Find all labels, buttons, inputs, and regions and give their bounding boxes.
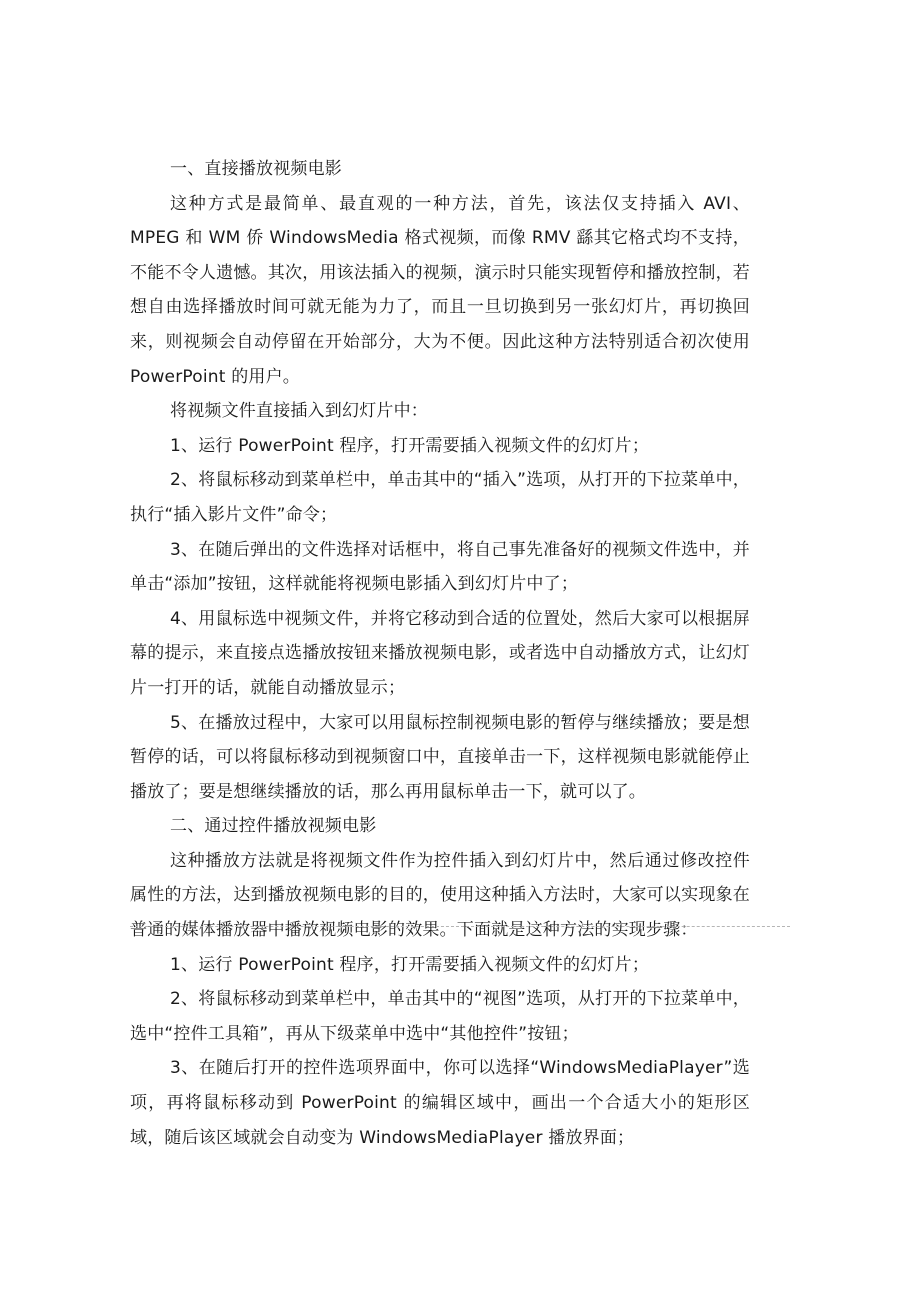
section-1-intro: 这种方式是最简单、最直观的一种方法，首先，该法仅支持插入 AVI、MPEG 和 WM 侨 WindowsMedia 格式视频，而像 RMV 繇其它格式均不支持，不能不令人遗憾。其次，用该法插入的视频，演示时只能实现暂停和播放控制，若想自由选择播放时间可就无能为力了，而且一旦切换到另一张幻灯片，再切换回来，则视频会自动停留在开始部分，大为不便。因此这种方法特别适合初次使用 PowerPoint 的用户。 (130, 193, 750, 387)
section-2-step-3: 3、在随后打开的控件选项界面中，你可以选择“WindowsMediaPlayer”选项，再将鼠标移动到 PowerPoint 的编辑区域中，画出一个合适大小的矩形区域，随后该区域就会自动变为 WindowsMediaPlayer 播放界面； (130, 1058, 750, 1148)
section-1-step-5: 5、在播放过程中，大家可以用鼠标控制视频电影的暂停与继续播放；要是想暂停的话，可以将鼠标移动到视频窗口中，直接单击一下，这样视频电影就能停止播放了；要是想继续播放的话，那么再用鼠标单击一下，就可以了。 (130, 712, 750, 802)
section-1-lead: 将视频文件直接插入到幻灯片中： (170, 401, 428, 422)
section-1-heading: 一、直接播放视频电影 (170, 159, 342, 179)
section-2-step-2: 2、将鼠标移动到菜单栏中，单击其中的“视图”选项，从打开的下拉菜单中，选中“控件工具箱”，再从下级菜单中选中“其他控件”按钮； (130, 989, 750, 1044)
section-1-step-2: 2、将鼠标移动到菜单栏中，单击其中的“插入”选项，从打开的下拉菜单中，执行“插入影片文件”命令； (130, 470, 750, 525)
section-2-heading: 二、通过控件播放视频电影 (170, 816, 377, 837)
section-1-step-1: 1、运行 PowerPoint 程序，打开需要插入视频文件的幻灯片； (170, 435, 650, 456)
section-2-step-1: 1、运行 PowerPoint 程序，打开需要插入视频文件的幻灯片； (170, 954, 650, 975)
section-1-step-3: 3、在随后弹出的文件选择对话框中，将自己事先准备好的视频文件选中，并单击“添加”按钮，这样就能将视频电影插入到幻灯片中了； (130, 539, 750, 595)
section-2-intro: 这种播放方法就是将视频文件作为控件插入到幻灯片中，然后通过修改控件属性的方法，达到播放视频电影的目的，使用这种插入方法时，大家可以实现象在普通的媒体播放器中播放视频电影的效果。下面就是这种方法的实现步骤： (130, 850, 750, 941)
document-body (130, 152, 750, 1155)
page-divider-line (130, 926, 790, 927)
section-1-step-4: 4、用鼠标选中视频文件，并将它移动到合适的位置处，然后大家可以根据屏幕的提示，来直接点选播放按钮来播放视频电影，或者选中自动播放方式，让幻灯片一打开的话，就能自动播放显示； (130, 608, 750, 698)
